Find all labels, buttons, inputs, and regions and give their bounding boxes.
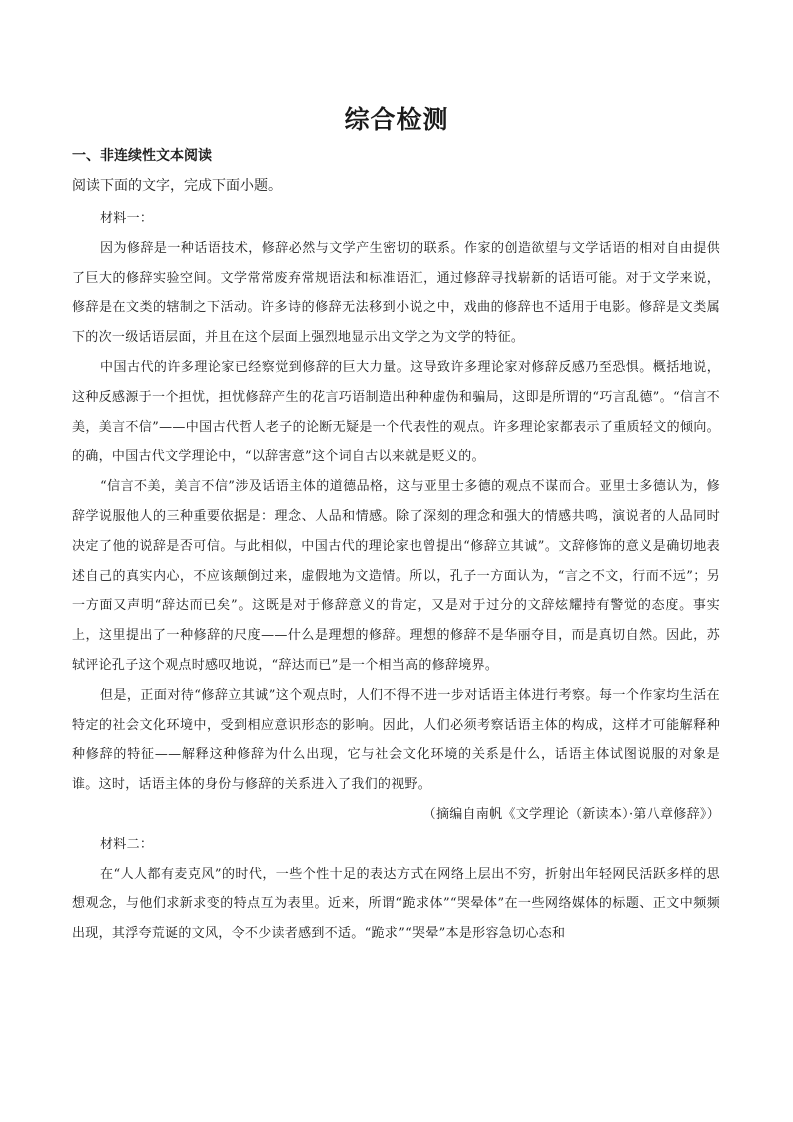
material-one-source: （摘编自南帆《文学理论（新读本）·第八章修辞》） <box>422 806 720 822</box>
page-title: 综合检测 <box>344 105 449 134</box>
material-one-paragraph: 但是，正面对待“修辞立其诚”这个观点时，人们不得不进一步对话语主体进行考察。每一个作家均生活在特定的社会文化环境中，受到相应意识形态的影响。因此，人们必须考察话语主体的构成，这样才可能解释种种修辞的特征——解释这种修辞为什么出现，它与社会文化环境的关系是什么，话语主体试图说服的对象是谁。这时，话语主体的身份与修辞的关系进入了我们的视野。 <box>72 687 720 793</box>
material-one-paragraph: 因为修辞是一种话语技术，修辞必然与文学产生密切的联系。作家的创造欲望与文学话语的相对自由提供了巨大的修辞实验空间。文学常常废弃常规语法和标准语汇，通过修辞寻找崭新的话语可能。对于文学来说，修辞是在文类的辖制之下活动。许多诗的修辞无法移到小说之中，戏曲的修辞也不适用于电影。修辞是文类属下的次一级话语层面，并且在这个层面上强烈地显示出文学之为文学的特征。 <box>72 240 720 346</box>
section-heading: 一、非连续性文本阅读 <box>72 148 212 164</box>
article-body <box>72 204 720 949</box>
material-one-paragraph: “信言不美，美言不信”涉及话语主体的道德品格，这与亚里士多德的观点不谋而合。亚里士多德认为，修辞学说服他人的三种重要依据是：理念、人品和情感。除了深刻的理念和强大的情感共鸣，演说者的人品同时决定了他的说辞是否可信。与此相似，中国古代的理论家也曾提出“修辞立其诚”。文辞修饰的意义是确切地表述自己的真实内心，不应该颠倒过来，虚假地为文造情。所以，孔子一方面认为，“言之不文，行而不远”；另一方面又声明“辞达而已矣”。这既是对于修辞意义的肯定，又是对于过分的文辞炫耀持有警觉的态度。事实上，这里提出了一种修辞的尺度——什么是理想的修辞。理想的修辞不是华丽夺目，而是真切自然。因此，苏轼评论孔子这个观点时感叹地说，“辞达而已”是一个相当高的修辞境界。 <box>72 479 720 673</box>
material-two-label: 材料二： <box>100 836 154 852</box>
material-one-label: 材料一： <box>100 211 154 226</box>
material-two-paragraph: 在“人人都有麦克风”的时代，一些个性十足的表达方式在网络上层出不穷，折射出年轻网民活跃多样的思想观念，与他们求新求变的特点互为表里。近来，所谓“跪求体”“哭晕体”在一些网络媒体的标题、正文中频频出现，其浮夸荒诞的文风，令不少读者感到不适。“跪求”“哭晕”本是形容急切心态和 <box>72 866 720 942</box>
material-one-paragraph: 中国古代的许多理论家已经察觉到修辞的巨大力量。这导致许多理论家对修辞反感乃至恐惧。概括地说，这种反感源于一个担忧，担忧修辞产生的花言巧语制造出种种虚伪和骗局，这即是所谓的“巧言乱德”。“信言不美，美言不信”——中国古代哲人老子的论断无疑是一个代表性的观点。许多理论家都表示了重质轻文的倾向。的确，中国古代文学理论中，“以辞害意”这个词自古以来就是贬义的。 <box>72 359 720 465</box>
reading-instruction: 阅读下面的文字，完成下面小题。 <box>72 178 282 194</box>
